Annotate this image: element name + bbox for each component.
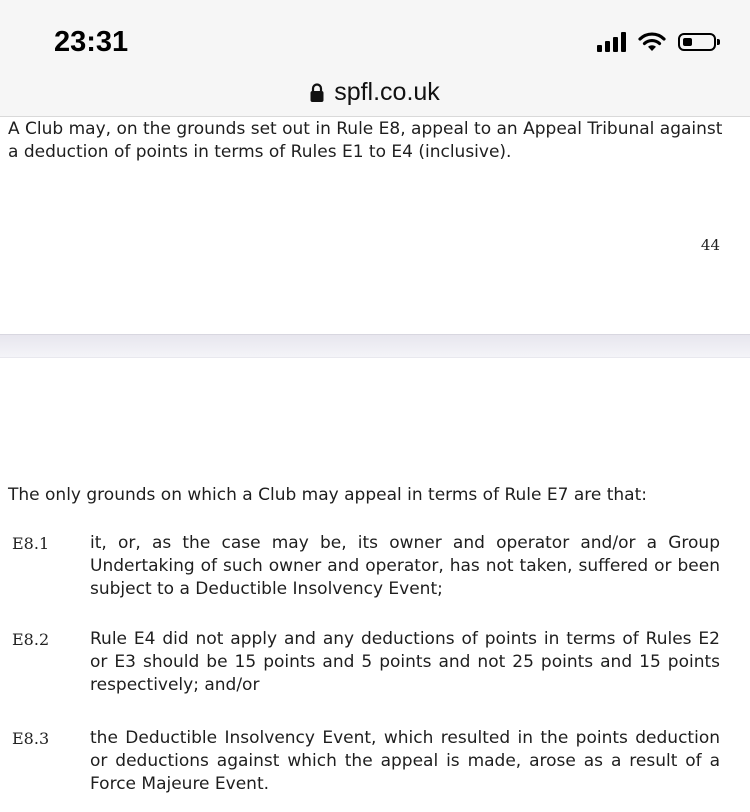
clause-number: E8.2 [12, 630, 50, 649]
url-text[interactable]: spfl.co.uk [334, 78, 440, 106]
status-icons [597, 32, 716, 52]
battery-icon [678, 33, 716, 51]
clause-number: E8.3 [12, 729, 50, 748]
clause-text: it, or, as the case may be, its owner and operator and/or a Group Undertaking of such owner and operator, has not taken, suffered or been subject to a Deductible Insolvency Event; [90, 533, 720, 599]
browser-top-bar [0, 0, 750, 117]
page-break-divider [0, 334, 750, 358]
address-bar[interactable] [0, 78, 750, 107]
clause-number: E8.1 [12, 534, 50, 553]
intro-paragraph: The only grounds on which a Club may appeal in terms of Rule E7 are that: [8, 485, 647, 505]
clause-text: Rule E4 did not apply and any deductions of points in terms of Rules E2 or E3 should be 15 points and 5 points and not 25 points and 15 points respectively; and/or [90, 629, 720, 695]
page-number: 44 [700, 236, 720, 254]
status-time: 23:31 [54, 26, 129, 58]
clause-text: the Deductible Insolvency Event, which resulted in the points deduction or deductions against which the appeal is made, arose as a result of a Force Majeure Event. [90, 728, 720, 794]
lock-icon [310, 83, 324, 103]
top-paragraph: A Club may, on the grounds set out in Rule E8, appeal to an Appeal Tribunal against a deduction of points in terms of Rules E1 to E4 (inclusive). [8, 119, 723, 162]
signal-icon [597, 32, 626, 52]
wifi-icon [638, 32, 666, 52]
